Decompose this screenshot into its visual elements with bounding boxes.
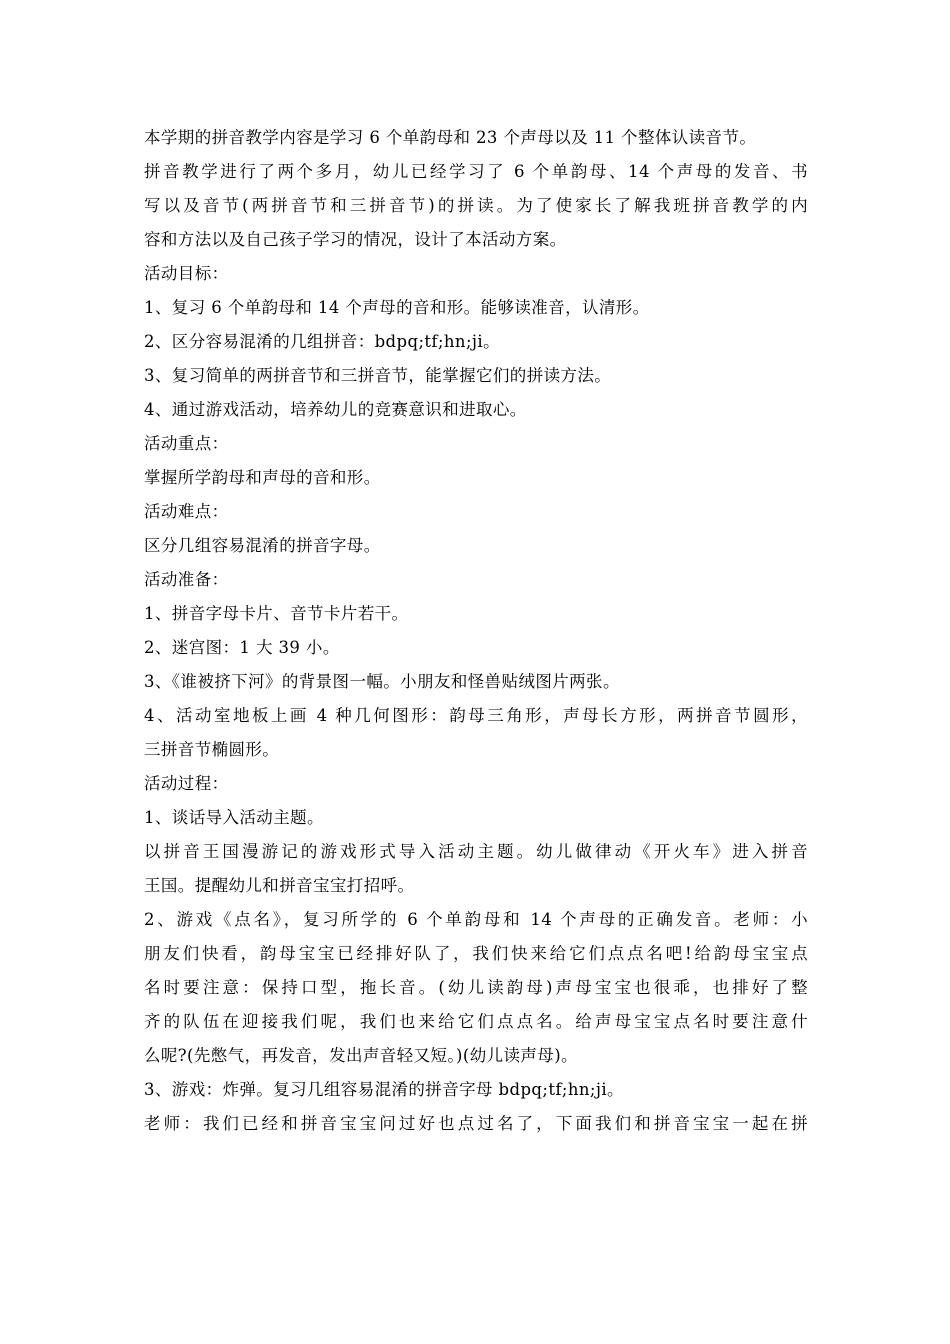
list-item: 3、复习简单的两拼音节和三拼音节，能掌握它们的拼读方法。 — [144, 366, 612, 385]
text-line: 掌握所学韵母和声母的音和形。 — [144, 468, 381, 487]
list-item: 2、游戏《点名》，复习所学的 6 个单韵母和 14 个声母的正确发音。老师：小 — [144, 910, 808, 929]
text-line: 么呢?(先憋气，再发音，发出声音轻又短。)(幼儿读声母)。 — [144, 1046, 578, 1065]
text-line: 朋友们快看，韵母宝宝已经排好队了，我们快来给它们点点名吧!给韵母宝宝点 — [144, 944, 808, 963]
text-line: 容和方法以及自己孩子学习的情况，设计了本活动方案。 — [144, 230, 567, 249]
text-line: 三拼音节椭圆形。 — [144, 740, 280, 759]
text-line: 齐的队伍在迎接我们呢，我们也来给它们点点名。给声母宝宝点名时要注意什 — [144, 1012, 808, 1031]
list-item: 3、《谁被挤下河》的背景图一幅。小朋友和怪兽贴绒图片两张。 — [144, 672, 620, 691]
section-heading: 活动难点： — [144, 502, 229, 521]
list-item: 1、复习 6 个单韵母和 14 个声母的音和形。能够读准音，认清形。 — [144, 298, 650, 317]
list-item: 4、通过游戏活动，培养幼儿的竞赛意识和进取心。 — [144, 400, 527, 419]
list-item: 1、拼音字母卡片、音节卡片若干。 — [144, 604, 409, 623]
text-line: 拼音教学进行了两个多月，幼儿已经学习了 6 个单韵母、14 个声母的发音、书 — [144, 162, 808, 181]
text-line: 区分几组容易混淆的拼音字母。 — [144, 536, 381, 555]
text-line: 写以及音节(两拼音节和三拼音节)的拼读。为了使家长了解我班拼音教学的内 — [144, 196, 808, 215]
section-heading: 活动过程： — [144, 774, 229, 793]
text-line: 以拼音王国漫游记的游戏形式导入活动主题。幼儿做律动《开火车》进入拼音 — [144, 842, 808, 861]
section-heading: 活动重点： — [144, 434, 229, 453]
text-line: 王国。提醒幼儿和拼音宝宝打招呼。 — [144, 876, 415, 895]
text-line: 名时要注意：保持口型，拖长音。(幼儿读韵母)声母宝宝也很乖，也排好了整 — [144, 978, 808, 997]
list-item: 2、迷宫图：1 大 39 小。 — [144, 638, 340, 657]
list-item: 3、游戏：炸弹。复习几组容易混淆的拼音字母 bdpq;tf;hn;ji。 — [144, 1080, 624, 1099]
text-line: 本学期的拼音教学内容是学习 6 个单韵母和 23 个声母以及 11 个整体认读音节。 — [144, 128, 757, 147]
section-heading: 活动准备： — [144, 570, 229, 589]
document-body — [144, 121, 808, 1141]
list-item: 1、谈话导入活动主题。 — [144, 808, 324, 827]
list-item: 4、活动室地板上画 4 种几何图形：韵母三角形，声母长方形，两拼音节圆形， — [144, 706, 808, 725]
section-heading: 活动目标： — [144, 264, 229, 283]
text-line: 老师：我们已经和拼音宝宝问过好也点过名了，下面我们和拼音宝宝一起在拼 — [144, 1114, 808, 1133]
list-item: 2、区分容易混淆的几组拼音：bdpq;tf;hn;ji。 — [144, 332, 501, 351]
